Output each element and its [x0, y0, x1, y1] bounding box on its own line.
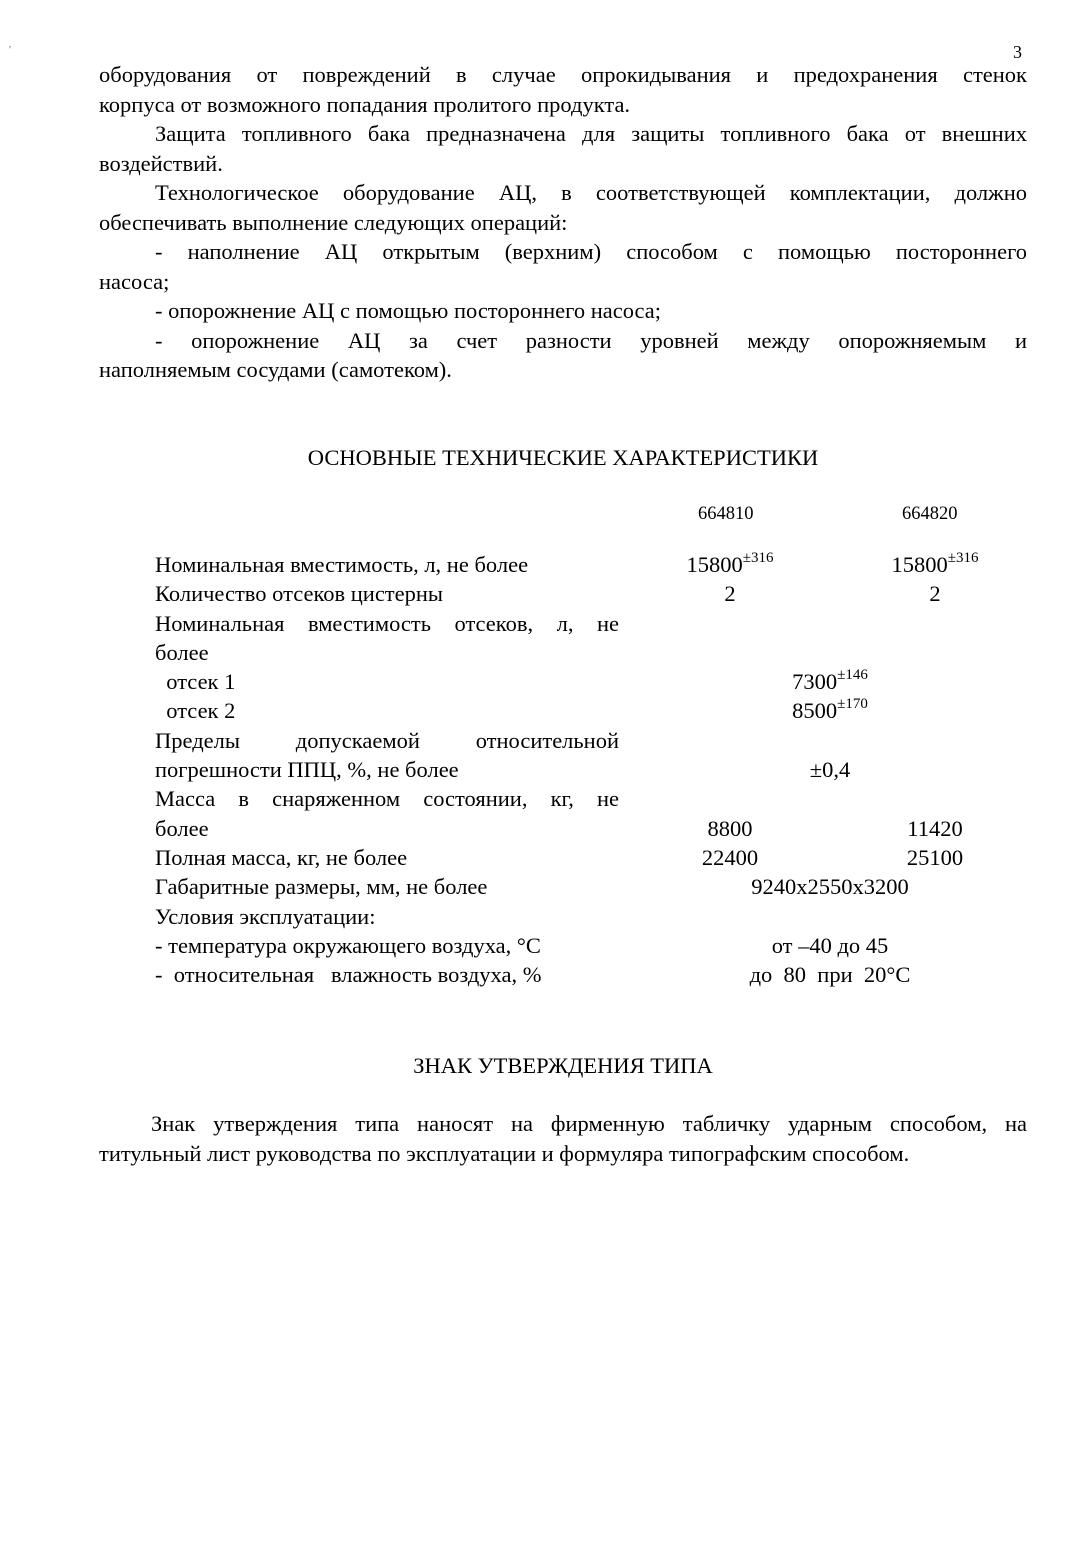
- spec-row: [155, 843, 985, 872]
- spec-value: $15800^{\pm 316}$: [686, 549, 774, 577]
- spec-label: Полная масса, кг, не более: [155, 844, 408, 870]
- approval-section: [99, 1109, 1027, 1168]
- spec-label: Номинальная вместимость, л, не более: [155, 552, 529, 577]
- paragraph-line: титульный лист руководства по эксплуатации и формуляра типографским способом.: [99, 1140, 910, 1166]
- spec-label: Номинальная вместимость отсеков, л, не: [155, 610, 619, 636]
- spec-label: отсек 1: [155, 669, 236, 695]
- spec-row: [155, 696, 985, 725]
- section-title-specs: ОСНОВНЫЕ ТЕХНИЧЕСКИЕ ХАРАКТЕРИСТИКИ: [307, 445, 819, 470]
- spec-value: $8500^{\pm 170}$: [792, 695, 868, 724]
- spec-value: от –40 до 45: [771, 932, 889, 958]
- paragraph-line: оборудования от повреждений в случае опрокидывания и предохранения стенок: [99, 62, 1027, 87]
- spec-value: 9240x2550x3200: [751, 874, 909, 900]
- spec-row-cont: [155, 814, 985, 843]
- spec-row: [155, 872, 985, 901]
- spec-row-cont: [155, 755, 985, 784]
- spec-value: $15800^{\pm 316}$: [891, 549, 979, 577]
- spec-row: [155, 784, 985, 813]
- spec-value: ±0,4: [809, 757, 851, 783]
- spec-value: 22400: [701, 844, 759, 870]
- stray-mark: ʹ: [9, 45, 12, 56]
- list-item-line: насоса;: [99, 268, 170, 294]
- paragraph-line: Знак утверждения типа наносят на фирменную табличку ударным способом, на: [151, 1111, 1027, 1136]
- paragraph-line: Технологическое оборудование АЦ, в соответствующей комплектации, должно: [155, 180, 1027, 205]
- list-item-line: - наполнение АЦ открытым (верхним) способом с помощью постороннего: [155, 239, 1027, 264]
- spec-value: 2: [724, 581, 736, 607]
- spec-row: [155, 902, 985, 931]
- spec-value: 11420: [907, 815, 963, 841]
- spec-label: Габаритные размеры, мм, не более: [155, 874, 488, 900]
- list-item-line: наполняемым сосудами (самотеком).: [99, 357, 452, 382]
- paragraph-line: обеспечивать выполнение следующих операций:: [99, 209, 568, 235]
- paragraph-line: корпуса от возможного попадания пролитого продукта.: [99, 91, 631, 117]
- paragraph-line: воздействий.: [99, 150, 223, 176]
- spec-row: [155, 550, 985, 579]
- column-header-664810: 664810: [698, 504, 754, 524]
- section-title-approval: ЗНАК УТВЕРЖДЕНИЯ ТИПА: [413, 1053, 713, 1078]
- spec-label: отсек 2: [155, 698, 236, 724]
- spec-value: 2: [929, 581, 941, 607]
- specs-table: [155, 550, 985, 989]
- list-item-line: - опорожнение АЦ с помощью постороннего насоса;: [155, 298, 662, 323]
- column-header-664820: 664820: [902, 504, 958, 524]
- spec-label: более: [155, 815, 209, 841]
- intro-section: [99, 60, 1027, 385]
- spec-value: 25100: [906, 844, 964, 870]
- spec-value: 8800: [707, 815, 753, 841]
- spec-label: погрешности ППЦ, %, не более: [155, 757, 459, 783]
- spec-row: [155, 579, 985, 608]
- spec-label: - температура окружающего воздуха, °С: [155, 932, 541, 958]
- spec-value: $7300^{\pm 146}$: [792, 666, 868, 695]
- spec-row: [155, 609, 985, 638]
- spec-row: [155, 667, 985, 696]
- spec-row: [155, 726, 985, 755]
- paragraph-line: Защита топливного бака предназначена для защиты топливного бака от внешних: [155, 121, 1027, 146]
- spec-label: более: [155, 639, 209, 665]
- spec-row-cont: [155, 638, 985, 667]
- list-item-line: - опорожнение АЦ за счет разности уровней между опорожняемым и: [155, 327, 1027, 353]
- spec-row: [155, 931, 985, 960]
- spec-label: - относительная влажность воздуха, %: [155, 962, 542, 988]
- spec-label: Количество отсеков цистерны: [155, 581, 444, 607]
- spec-value: до 80 при 20°С: [749, 962, 911, 988]
- page-number: 3: [1013, 42, 1022, 62]
- spec-row: [155, 960, 985, 989]
- spec-label: Масса в снаряженном состоянии, кг, не: [155, 786, 619, 812]
- spec-label: Пределы допускаемой относительной: [155, 727, 619, 753]
- spec-label: Условия эксплуатации:: [155, 903, 376, 929]
